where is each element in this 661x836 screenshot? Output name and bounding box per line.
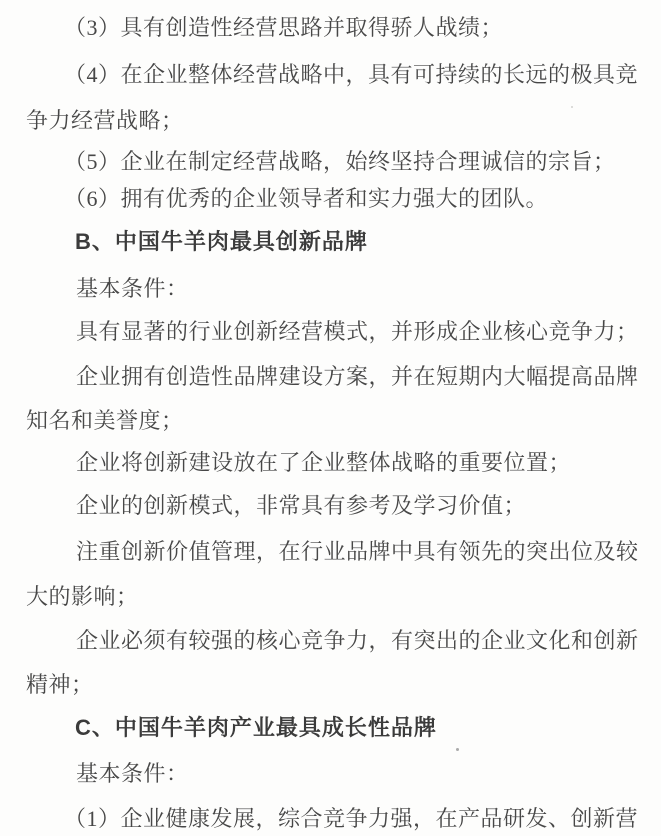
c-list-item-1: （1）企业健康发展，综合竞争力强，在产品研发、创新营: [64, 806, 639, 831]
scan-speckle: [571, 106, 573, 108]
b-condition-5-line1: 注重创新价值管理，在行业品牌中具有领先的突出位及较: [76, 539, 639, 564]
section-heading-b: B、中国牛羊肉最具创新品牌: [75, 229, 368, 254]
scan-speckle: [456, 748, 459, 751]
section-heading-c: C、中国牛羊肉产业最具成长性品牌: [75, 715, 437, 740]
b-condition-6-line1: 企业必须有较强的核心竞争力，有突出的企业文化和创新: [76, 628, 639, 653]
b-condition-1: 具有显著的行业创新经营模式，并形成企业核心竞争力；: [76, 319, 639, 344]
list-item-3: （3）具有创造性经营思路并取得骄人战绩；: [64, 15, 504, 40]
list-item-4-line2: 争力经营战略；: [26, 108, 184, 133]
list-item-4-line1: （4）在企业整体经营战略中，具有可持续的长远的极具竞: [64, 62, 639, 87]
list-item-5: （5）企业在制定经营战略，始终坚持合理诚信的宗旨；: [64, 149, 616, 174]
basic-conditions-label-c: 基本条件：: [76, 761, 189, 786]
b-condition-5-line2: 大的影响；: [26, 584, 139, 609]
b-condition-3: 企业将创新建设放在了企业整体战略的重要位置；: [76, 450, 572, 475]
list-item-6: （6）拥有优秀的企业领导者和实力强大的团队。: [64, 186, 549, 211]
b-condition-6-line2: 精神；: [26, 672, 94, 697]
b-condition-2-line1: 企业拥有创造性品牌建设方案，并在短期内大幅提高品牌: [76, 364, 639, 389]
b-condition-4: 企业的创新模式，非常具有参考及学习价值；: [76, 493, 527, 518]
basic-conditions-label-b: 基本条件：: [76, 276, 189, 301]
b-condition-2-line2: 知名和美誉度；: [26, 408, 184, 433]
